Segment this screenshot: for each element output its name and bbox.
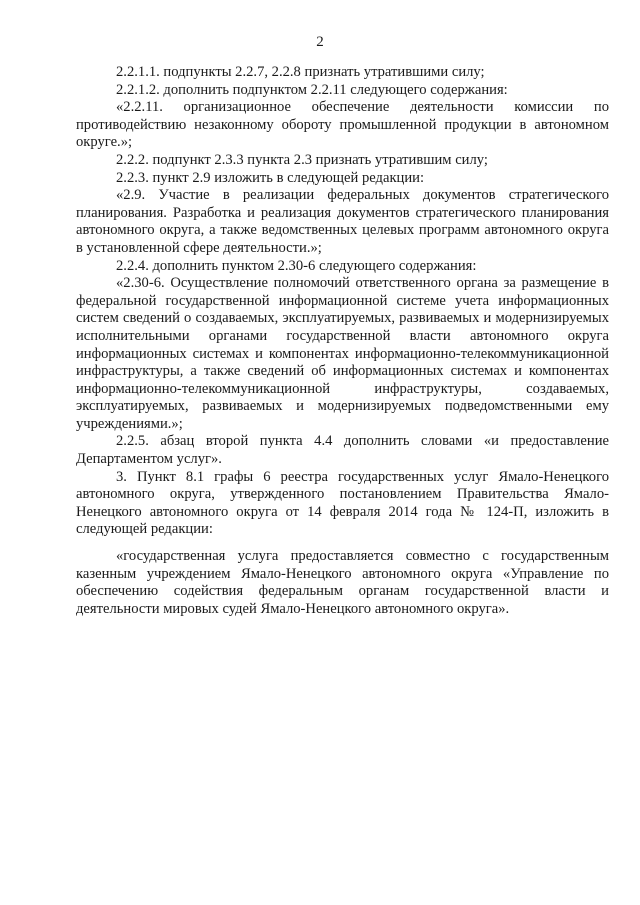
page-number: 2 xyxy=(316,34,324,50)
paragraph-2-2-1-2: 2.2.1.2. дополнить подпунктом 2.2.11 следующего содержания: xyxy=(116,81,508,98)
paragraph-2-2-4: 2.2.4. дополнить пунктом 2.30-6 следующего содержания: xyxy=(116,257,477,274)
paragraph-2-2-5: 2.2.5. абзац второй пункта 4.4 дополнить словами «и предоставление Департаментом услуг». xyxy=(76,433,609,468)
paragraph-quote-2-2-11: «2.2.11. организационное обеспечение деятельности комиссии по противодействию незаконному обороту промышленной продукции в автономном округе.»; xyxy=(76,99,609,151)
paragraph-2-2-2: 2.2.2. подпункт 2.3.3 пункта 2.3 признать утратившим силу; xyxy=(116,151,488,168)
paragraph-quote-2-30-6: «2.30-6. Осуществление полномочий ответственного органа за размещение в федеральной государственной информационной системе учета информационных систем сведений о создаваемых, эксплуатируемых, развиваемых и модернизируемых исполнительными органами государственной власти автономного округа информационных системах и компонентах информационно-телекоммуникационной инфраструктуры, а также сведений об информационных системах и компонентах информационно-телекоммуникационной инфраструктуры, создаваемых, эксплуатируемых, развиваемых и модернизируемых подведомственными ему учреждениями.»; xyxy=(76,275,609,432)
paragraph-3: 3. Пункт 8.1 графы 6 реестра государственных услуг Ямало-Ненецкого автономного округа, утвержденного постановлением Правительства Ямало-Ненецкого автономного округа от 14 февраля 2014 года № 124-П, изложить в следующей редакции: xyxy=(76,468,609,538)
paragraph-2-2-3: 2.2.3. пункт 2.9 изложить в следующей редакции: xyxy=(116,169,425,186)
document-body xyxy=(76,64,609,618)
paragraph-quote-2-9: «2.9. Участие в реализации федеральных документов стратегического планирования. Разработка и реализация документов стратегического планирования автономного округа, а также ведомственных целевых программ автономного округа в установленной сфере деятельности.»; xyxy=(76,187,609,256)
paragraph-quote-service: «государственная услуга предоставляется совместно с государственным казенным учреждением Ямало-Ненецкого автономного округа «Управление по обеспечению содействия федеральным органам государственной власти и деятельности мировых судей Ямало-Ненецкого автономного округа». xyxy=(76,548,609,617)
paragraph-2-2-1-1: 2.2.1.1. подпункты 2.2.7, 2.2.8 признать утратившими силу; xyxy=(116,64,485,80)
